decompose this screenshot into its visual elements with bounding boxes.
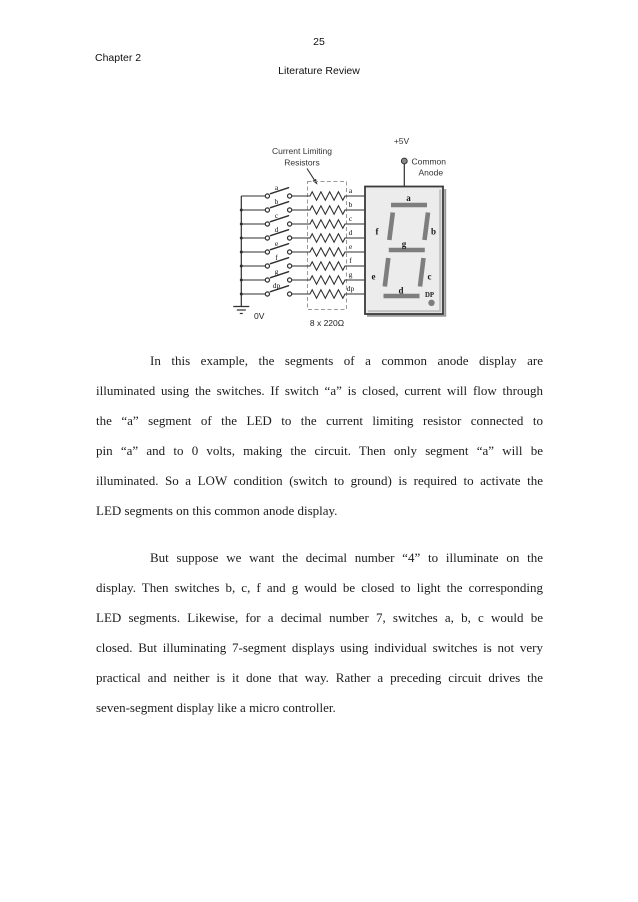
wire-with-resistor	[241, 206, 365, 214]
switch-blade	[270, 202, 288, 208]
switch-blade	[270, 258, 288, 264]
resistor-caption	[272, 146, 332, 168]
switch-terminal	[288, 292, 292, 296]
text-line: But suppose we want the decimal number “4” to illuminate on the	[150, 550, 543, 565]
switch-label: b	[274, 197, 279, 206]
segment-label-c: c	[427, 271, 432, 282]
switch-terminal	[288, 222, 292, 226]
pin-label: dp	[346, 284, 355, 293]
bus-junction-dot	[240, 251, 243, 254]
segment-label-g: g	[401, 239, 407, 249]
anode-label-line2: Anode	[418, 167, 444, 178]
bus-junction-dot	[240, 265, 243, 268]
pin-label: e	[348, 242, 353, 251]
text-line: LED segments. Likewise, for a decimal number 7, switches a, b, c would be	[96, 610, 543, 625]
switch-label: e	[274, 239, 279, 248]
segment-label-e: e	[371, 271, 376, 282]
page-number: 25	[313, 36, 325, 48]
text-line: illuminated. So a LOW condition (switch to ground) is required to activate the	[96, 473, 543, 488]
resistor-box	[308, 182, 347, 310]
text-line: seven-segment display like a micro controller.	[96, 700, 336, 715]
switch-label: f	[275, 253, 278, 262]
text-line: closed. But illuminating 7-segment displays using individual switches is not very	[96, 640, 543, 655]
pin-label: c	[348, 214, 353, 223]
switch-terminal	[265, 236, 269, 240]
segment-label-f: f	[375, 226, 379, 237]
switch-terminal	[265, 250, 269, 254]
circuit-row	[240, 211, 365, 228]
supply-group	[394, 136, 446, 187]
paragraph-2	[96, 543, 543, 723]
section-title: Literature Review	[278, 65, 360, 77]
text-line: display. Then switches b, c, f and g would be closed to light the corresponding	[96, 580, 543, 595]
caption-line2: Resistors	[284, 157, 320, 168]
switch-blade	[270, 188, 288, 194]
segment-label-d: d	[398, 285, 404, 296]
circuit-figure	[220, 130, 470, 340]
switch-terminal	[265, 194, 269, 198]
switch-label: c	[274, 211, 279, 220]
text-line: In this example, the segments of a common anode display are	[150, 353, 543, 368]
switch-terminal	[288, 278, 292, 282]
caption-arrow-icon	[307, 169, 318, 185]
switch-label: a	[274, 183, 279, 192]
switch-blade	[270, 230, 288, 236]
segment-label-b: b	[430, 226, 437, 237]
text-line: pin “a” and to 0 volts, making the circuit. Then only segment “a” will be	[96, 443, 543, 458]
segment-label-a: a	[406, 193, 411, 203]
segment-dp-dot	[428, 300, 434, 306]
pin-label: a	[348, 186, 353, 195]
resistor-value-label: 8 x 220Ω	[309, 318, 345, 328]
paragraph-1	[96, 346, 543, 526]
circuit-row	[240, 197, 365, 214]
switch-blade	[270, 216, 288, 222]
switch-terminal	[288, 208, 292, 212]
switch-terminal	[288, 250, 292, 254]
bus-junction-dot	[240, 209, 243, 212]
bus-junction-dot	[240, 223, 243, 226]
switch-terminal	[265, 292, 269, 296]
pin-label: d	[348, 228, 353, 237]
text-line: LED segments on this common anode display.	[96, 503, 338, 518]
switch-label: d	[274, 225, 279, 234]
caption-line1: Current Limiting	[272, 146, 332, 156]
switch-terminal	[265, 278, 269, 282]
anode-node-dot	[401, 158, 407, 164]
bus-junction-dot	[240, 293, 243, 296]
bus-junction-dot	[240, 237, 243, 240]
switch-label: g	[274, 267, 279, 276]
supply-label: +5V	[393, 136, 410, 146]
pin-label: b	[348, 200, 353, 209]
ground-label: 0V	[254, 311, 265, 321]
switch-label: dp	[272, 281, 281, 290]
switch-terminal	[265, 208, 269, 212]
pin-label: g	[348, 270, 353, 279]
pin-label: f	[349, 256, 352, 265]
switch-terminal	[265, 264, 269, 268]
text-line: illuminated using the switches. If switch “a” is closed, current will flow through	[96, 383, 543, 398]
switch-terminal	[288, 264, 292, 268]
chapter-heading: Chapter 2	[95, 52, 142, 64]
text-line: the “a” segment of the LED to the current limiting resistor connected to	[96, 413, 543, 428]
text-line: practical and neither is it done that way. Rather a preceding circuit drives the	[96, 670, 543, 685]
switch-terminal	[288, 236, 292, 240]
wire-with-resistor	[241, 192, 365, 200]
circuit-diagram	[220, 130, 470, 340]
switch-terminal	[288, 194, 292, 198]
seven-segment-display	[365, 187, 445, 316]
anode-label-line1: Common	[411, 156, 446, 167]
segment-label-dp: DP	[424, 292, 435, 299]
switch-blade	[270, 272, 288, 278]
ground-group	[233, 196, 249, 314]
bus-junction-dot	[240, 279, 243, 282]
switch-blade	[270, 244, 288, 250]
switch-terminal	[265, 222, 269, 226]
